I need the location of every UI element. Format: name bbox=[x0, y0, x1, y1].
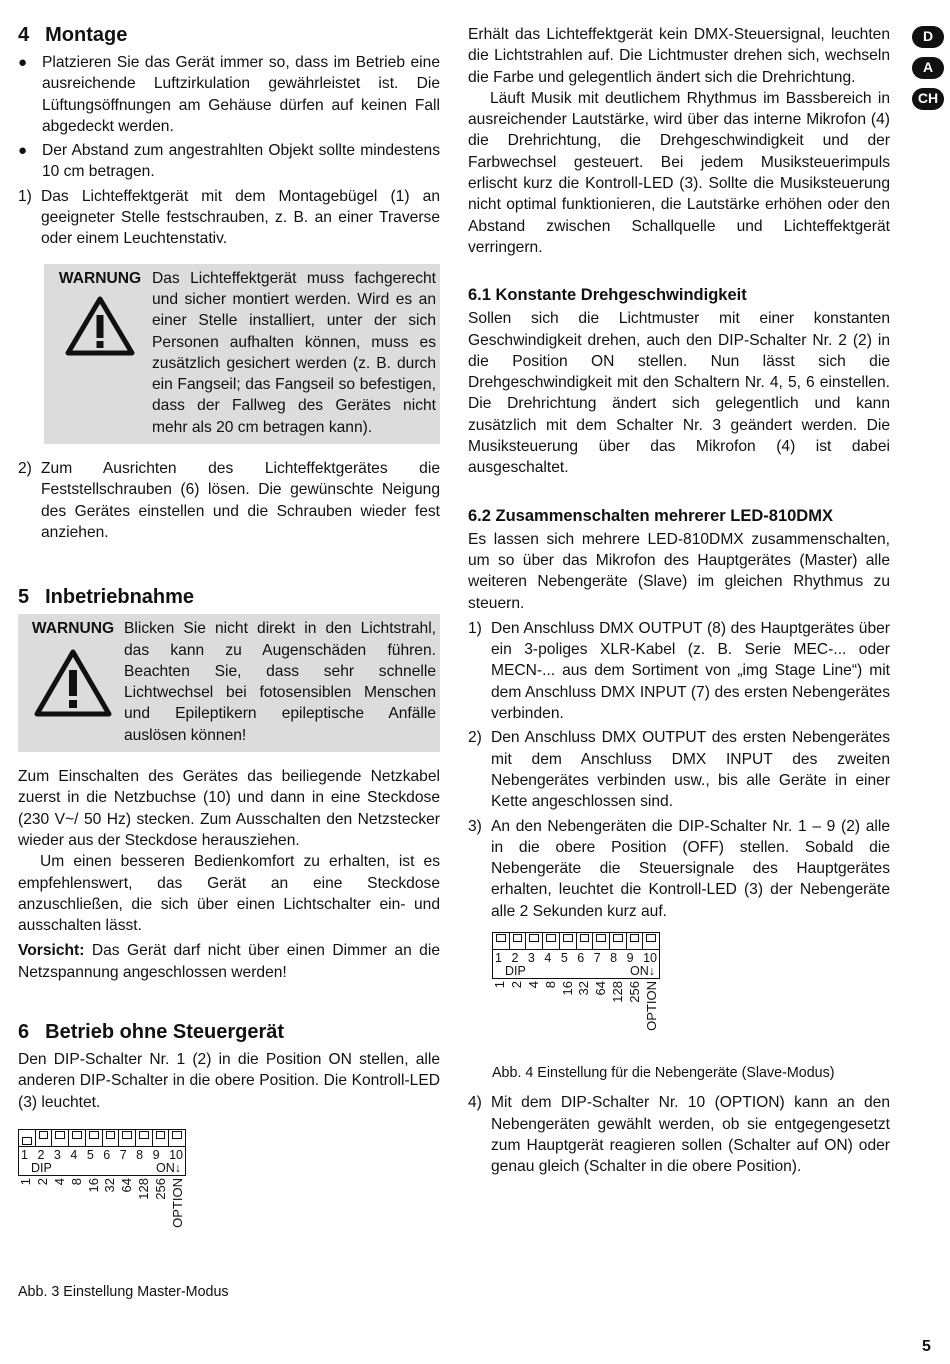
step-item: 3) An den Nebengeräten die DIP-Schalter Nr. 1 – 9 (2) alle in die obere Position (OFF) stellen. Sobald die Nebengeräte die Steuersignale des Hauptgerätes erhalten, leuchtet die Kontroll-LED (3) der Nebengeräte alle 2 Sekunden kurz auf. bbox=[468, 817, 890, 920]
figure-caption: Abb. 4 Einstellung für die Nebengeräte (Slave-Modus) bbox=[492, 1064, 835, 1081]
dip-switch-row bbox=[18, 1129, 186, 1146]
paragraph: Zum Einschalten des Gerätes das beiliegende Netzkabel zuerst in die Netzbuchse (10) und dann in eine Steckdose (230 V~/ 50 Hz) stecken. Zum Ausschalten den Netzstecker wieder aus der Steckdose herausziehen. bbox=[18, 768, 440, 849]
step-item: 2) Den Anschluss DMX OUTPUT des ersten Nebengerätes mit dem Anschluss DMX INPUT des zweiten Nebengerätes verbinden usw., bis alle Geräte in einer Kette angeschlossen sind. bbox=[468, 729, 890, 811]
section-6-1-heading: 6.1 Konstante Drehgeschwindigkeit bbox=[468, 286, 747, 305]
language-tags bbox=[912, 26, 944, 110]
lang-tag-d: D bbox=[912, 26, 944, 48]
dip-values: 1 2 4 8 16 32 64 128 256 OPTION bbox=[18, 1177, 185, 1228]
step-item: 4) Mit dem DIP-Schalter Nr. 10 (OPTION) kann an den Nebengeräten gewählt werden, ob sie entgegengesetzt zum Hauptgerät reagieren sollen (Schalter auf ON) oder genau gleich (Schalter in die obere Position). bbox=[468, 1094, 890, 1176]
warning-label: WARNUNG bbox=[31, 620, 115, 638]
warning-triangle-icon bbox=[65, 295, 135, 357]
section-6-heading: 6 Betrieb ohne Steuergerät bbox=[18, 1020, 285, 1043]
step-item: 1) Das Lichteffektgerät mit dem Montagebügel (1) an geeigneter Stelle festschrauben, z. B. an einer Traverse oder einem Leuchtenstativ. bbox=[18, 187, 440, 248]
lang-tag-ch: CH bbox=[912, 88, 944, 110]
lang-tag-a: A bbox=[912, 57, 944, 79]
bullet-item: ● Platzieren Sie das Gerät immer so, dass im Betrieb eine ausreichende Luftzirkulation gewährleistet ist. Die Lüftungsöffnungen am Gehäuse dürfen auf keinen Fall abgedeckt werden. bbox=[18, 54, 440, 135]
warning-box bbox=[44, 264, 440, 444]
page-number: 5 bbox=[922, 1338, 931, 1355]
figure-caption: Abb. 3 Einstellung Master-Modus bbox=[18, 1283, 229, 1300]
step-item: 2) Zum Ausrichten des Lichteffektgerätes die Feststellschrauben (6) lösen. Die gewünschte Neigung des Gerätes einstellen und die Schrauben wieder fest anziehen. bbox=[18, 460, 440, 541]
section-5-heading: 5 Inbetriebnahme bbox=[18, 586, 195, 609]
warning-label: WARNUNG bbox=[58, 269, 142, 287]
bullet-item: ● Der Abstand zum angestrahlten Objekt sollte mindestens 10 cm betragen. bbox=[18, 142, 440, 181]
paragraph: Es lassen sich mehrere LED-810DMX zusammenschalten, um so über das Mikrofon des Hauptgerätes (Master) alle weiteren Nebengeräte (Slave) im gleichen Rhythmus zu steuern. bbox=[468, 530, 890, 612]
warning-text: Blicken Sie nicht direkt in den Lichtstrahl, das kann zu Augenschäden führen. Beachten Sie, dass sehr schnelle Lichtwechsel bei fotosensiblen Menschen und Epileptikern epileptische Anfälle auslösen können! bbox=[124, 620, 436, 744]
paragraph: Läuft Musik mit deutlichem Rhythmus im Bassbereich in ausreichender Lautstärke, wird über das interne Mikrofon (4) die Drehrichtung, die Drehgeschwindigkeit und der Farbwechsel gesteuert. Bei jedem Musiksteuerimpuls erlischt kurz die Kontroll-LED (3). Sollte die Musiksteuerung nicht optimal funktionieren, die Lautstärke erhöhen oder den Abstand zwischen Schallquelle und Lichteffektgerät verringern. bbox=[468, 89, 890, 256]
step-item: 1) Den Anschluss DMX OUTPUT (8) des Hauptgerätes über ein 3-poliges XLR-Kabel (z. B. Serie MEC-... oder MECN-... aus dem Sortiment von „img Stage Line“) mit dem Anschluss DMX INPUT (7) des ersten Nebengerätes verbinden. bbox=[468, 619, 890, 723]
dip-switch-row bbox=[492, 932, 660, 949]
paragraph: Erhält das Lichteffektgerät kein DMX-Steuersignal, leuchten die Lichtstrahlen auf. Die Lichtmuster drehen sich, wechseln die Farbe und gelegentlich ändert sich die Drehrichtung. bbox=[468, 26, 890, 86]
warning-text: Das Lichteffektgerät muss fachgerecht und sicher montiert werden. Wird es an einer Stelle installiert, unter der sich Personen aufhalten können, muss es zusätzlich gesichert werden (z. B. durch ein Fangseil; das Fangseil so befestigen, dass der Fallweg des Gerätes nicht mehr als 20 cm betragen kann). bbox=[152, 269, 436, 436]
section-4-heading: 4 Montage bbox=[18, 24, 128, 46]
dip-values: 1 2 4 8 16 32 64 128 256 OPTION bbox=[492, 980, 659, 1031]
paragraph: Sollen sich die Lichtmuster mit einer konstanten Geschwindigkeit drehen, auch den DIP-Schalter Nr. 2 (2) in die Position ON stellen. Nun lässt sich die Drehgeschwindigkeit mit den Schaltern Nr. 4, 5, 6 einstellen. Die Drehrichtung ändert sich gelegentlich und kann zusätzlich mit dem Schalter Nr. 3 geändert werden. Die Musiksteuerung über das Mikrofon (4) ist dabei ausgeschaltet. bbox=[468, 310, 890, 477]
section-6-2-heading: 6.2 Zusammenschalten mehrerer LED-810DMX bbox=[468, 506, 833, 525]
dip-switch-figure-slave: 1 2 3 4 5 6 7 8 9 10 DIP ON↓ 1 2 4 8 16 32 64 128 256 OPTION Abb. 4 Einstellung für die Nebengeräte (Slave-Modus) bbox=[492, 932, 890, 1084]
right-column bbox=[468, 24, 890, 1180]
paragraph: Den DIP-Schalter Nr. 1 (2) in die Position ON stellen, alle anderen DIP-Schalter in die obere Position. Die Kontroll-LED (3) leuchtet. bbox=[18, 1050, 440, 1111]
dip-switch-figure-master: 1 2 3 4 5 6 7 8 9 10 DIP ON↓ 1 2 4 8 16 32 64 128 256 OPTION Abb. 3 Einstellung Master-Modus bbox=[18, 1129, 440, 1303]
paragraph: Um einen besseren Bedienkomfort zu erhalten, ist es empfehlenswert, das Gerät an eine Steckdose anzuschließen, die sich über einen Lichtschalter ein- und ausschalten lässt. bbox=[18, 853, 440, 935]
warning-box bbox=[18, 614, 440, 752]
left-column bbox=[18, 22, 440, 1303]
caution-paragraph: Vorsicht: Das Gerät darf nicht über einen Dimmer an die Netzspannung angeschlossen werden! bbox=[18, 942, 440, 981]
warning-triangle-icon bbox=[33, 648, 113, 718]
